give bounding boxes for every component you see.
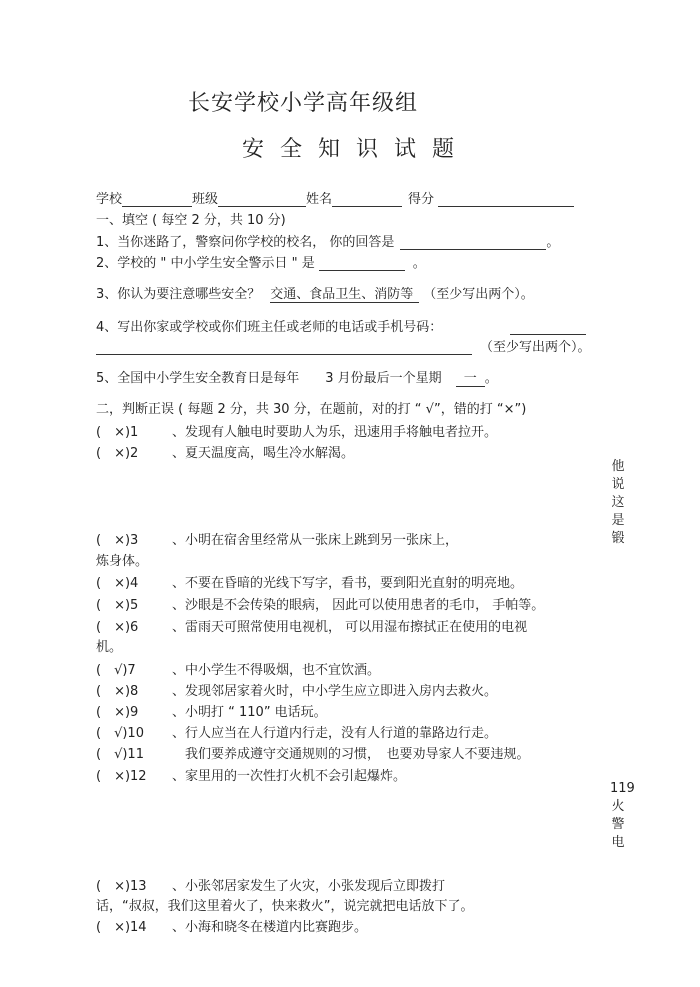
name-label: 姓名: [306, 192, 333, 207]
item-mark: ( ×)8: [96, 684, 139, 699]
question-2: [96, 252, 426, 271]
question-4: [96, 316, 586, 335]
q2-blank[interactable]: [319, 256, 405, 271]
q5-month: 3 月份最后一个星期: [325, 371, 442, 386]
item-mark: ( √)11: [96, 747, 144, 762]
judge-item-8: [96, 680, 497, 699]
item-mark: ( ×)6: [96, 620, 139, 635]
judge-item-9: [96, 701, 327, 720]
judge-item-12: [96, 765, 406, 784]
q2-text: 2、学校的 " 中小学生安全警示日 " 是: [96, 256, 315, 271]
item-text: 、小明在宿舍里经常从一张床上跳到另一张床上，: [172, 533, 459, 548]
side-note-2: 119火警电: [610, 781, 635, 850]
score-blank[interactable]: [438, 192, 574, 207]
item-text: 我们要养成遵守交通规则的习惯， 也要劝导家人不要违规。: [172, 747, 530, 762]
judge-item-3: [96, 529, 458, 548]
judge-item-1: [96, 421, 497, 440]
name-blank[interactable]: [332, 192, 402, 207]
item-mark: ( √)10: [96, 726, 144, 741]
q5-answer: 一: [456, 371, 485, 387]
q1-blank[interactable]: [400, 235, 546, 250]
item-text: 、家里用的一次性打火机不会引起爆炸。: [172, 769, 407, 784]
q1-text: 1、当你迷路了，警察问你学校的校名， 你的回答是: [96, 235, 395, 250]
school-blank[interactable]: [122, 192, 192, 207]
school-label: 学校: [96, 192, 123, 207]
question-4-line2: [96, 336, 591, 355]
item-text: 、发现有人触电时要助人为乐，迅速用手将触电者拉开。: [172, 425, 498, 440]
item-mark: ( √)7: [96, 663, 136, 678]
item-mark: ( ×)14: [96, 920, 147, 935]
score-label: 得分: [408, 192, 435, 207]
item-text: 、行人应当在人行道内行走，没有人行道的靠路边行走。: [172, 726, 498, 741]
q2-end: 。: [412, 256, 426, 271]
q3-answer: 交通、食品卫生、消防等: [270, 287, 419, 303]
q5-text: 5、全国中小学生安全教育日是每年: [96, 371, 300, 386]
judge-item-2: [96, 442, 354, 461]
judge-item-4: [96, 572, 523, 591]
item-text: 、中小学生不得吸烟，也不宜饮酒。: [172, 663, 381, 678]
q3-text: 3、你认为要注意哪些安全？: [96, 287, 261, 302]
item-text: 、夏天温度高，喝生冷水解渴。: [172, 446, 355, 461]
judge-item-13-cont: [96, 895, 473, 914]
page-subtitle: 安全知识试题: [242, 137, 471, 162]
side-note-1: 他说这是锻: [611, 459, 625, 546]
class-label: 班级: [192, 192, 219, 207]
item-mark: ( ×)5: [96, 598, 139, 613]
judge-item-14: [96, 916, 367, 935]
q5-end: 。: [484, 371, 498, 386]
judge-item-6: [96, 616, 527, 635]
class-blank[interactable]: [218, 192, 306, 207]
q3-note: （至少写出两个）。: [423, 287, 534, 302]
item-text: 、小海和晓冬在楼道内比赛跑步。: [172, 920, 368, 935]
q4-note: （至少写出两个）。: [480, 340, 591, 355]
item-text: 话，“叔叔，我们这里着火了，快来救火”，说完就把电话放下了。: [96, 899, 474, 914]
item-text: 、雷雨天可照常使用电视机， 可以用湿布擦拭正在使用的电视: [172, 620, 528, 635]
item-mark: ( ×)12: [96, 769, 147, 784]
question-5: [96, 367, 498, 386]
item-mark: ( ×)1: [96, 425, 139, 440]
q4-blank-b[interactable]: [96, 340, 472, 355]
question-3: [96, 283, 534, 302]
judge-item-7: [96, 659, 380, 678]
section2-heading: 二，判断正误 ( 每题 2 分，共 30 分，在题前，对的打 “ √”，错的打 “×”): [96, 402, 527, 417]
judge-item-10: [96, 722, 497, 741]
info-row: [96, 188, 574, 207]
judge-item-3-cont: [96, 550, 148, 569]
q4-text: 4、写出你家或学校或你们班主任或老师的电话或手机号码：: [96, 320, 443, 335]
item-mark: ( ×)3: [96, 533, 139, 548]
item-mark: ( ×)2: [96, 446, 139, 461]
judge-item-13: [96, 875, 445, 894]
judge-item-5: [96, 594, 544, 613]
judge-item-6-cont: [96, 636, 122, 655]
judge-item-11: [96, 743, 530, 762]
item-text: 、不要在昏暗的光线下写字，看书，要到阳光直射的明亮地。: [172, 576, 524, 591]
item-text: 机。: [96, 640, 123, 655]
section1-heading: 一、填空 ( 每空 2 分，共 10 分): [96, 213, 286, 228]
item-text: 、发现邻居家着火时，中小学生应立即进入房内去救火。: [172, 684, 498, 699]
item-text: 、小明打 “ 110” 电话玩。: [172, 705, 327, 720]
item-mark: ( ×)4: [96, 576, 139, 591]
question-1: [96, 231, 559, 250]
q4-blank-a[interactable]: [510, 320, 586, 335]
item-text: 炼身体。: [96, 554, 149, 569]
page-title: 长安学校小学高年级组: [188, 91, 419, 116]
q1-end: 。: [546, 235, 560, 250]
item-mark: ( ×)9: [96, 705, 139, 720]
item-text: 、沙眼是不会传染的眼病， 因此可以使用患者的毛巾， 手帕等。: [172, 598, 545, 613]
item-mark: ( ×)13: [96, 879, 147, 894]
item-text: 、小张邻居家发生了火灾，小张发现后立即拨打: [172, 879, 446, 894]
